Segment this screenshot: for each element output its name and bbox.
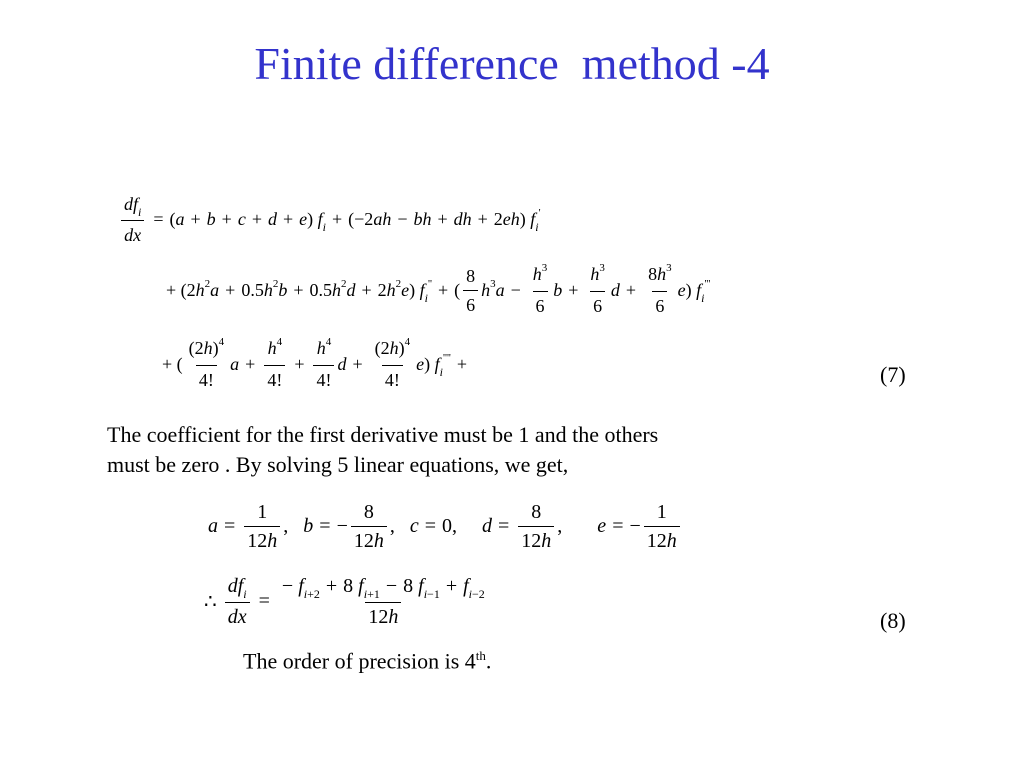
equation-8: ∴ $\frac{df_i}{dx}$ = $\frac{- f_{i+2} + 8 f_{i+1} - 8 f_{i-1} + f_{i-2}}{12h}$ <box>204 574 491 629</box>
fraction-h4-4fact-b: $\frac{h^4}{4!}$ <box>264 336 285 392</box>
order-end: . <box>485 648 492 674</box>
fraction-2h4-4fact-a: $\frac{(2h)^4}{4!}$ <box>188 336 225 390</box>
fraction-h4-4fact-d: $\frac{h^4}{4!}$ <box>313 336 334 392</box>
equation-7-line-3: + ( $\frac{(2h)^4}{4!}$ a + $\frac{h^4}{4!}$ + $\frac{h^4}{4!}$ d + $\frac{(2h)^4}{4!}$ e) $f_i''''$ + <box>162 336 468 390</box>
fraction-2h4-4fact-e: $\frac{(2h)^4}{4!}$ <box>374 336 411 390</box>
explanation-paragraph <box>107 420 867 480</box>
fraction-8h3-6: $\frac{8h^3}{6}$ <box>648 262 672 316</box>
order-of-precision <box>243 648 491 674</box>
fraction-8-12h-b: $\frac{8}{12h}$ <box>351 500 387 553</box>
fraction-dfi-dx: $\frac{df_i}{dx}$ <box>121 192 144 247</box>
equation-7-line-1: $\frac{df_i}{dx}$ = (a + b + c + d + e) $f_i$ + (−2ah − bh + dh + 2eh) $f_i'$ <box>118 192 541 247</box>
fraction-1-12h-e: $\frac{1}{12h}$ <box>644 500 680 553</box>
paragraph-line-2: must be zero . By solving 5 linear equations, we get, <box>107 452 569 477</box>
fraction-8-12h-d: $\frac{8}{12h}$ <box>518 500 554 553</box>
fraction-h3-6-d: $\frac{h^3}{6}$ <box>590 262 605 316</box>
paragraph-line-1: The coefficient for the first derivative must be 1 and the others <box>107 422 659 447</box>
order-superscript: th <box>475 648 486 663</box>
fraction-central-difference: $\frac{- f_{i+2} + 8 f_{i+1} - 8 f_{i-1} + f_{i-2}}{12h}$ <box>281 575 485 628</box>
slide-title: Finite difference method -4 <box>254 38 770 89</box>
equation-7-line-2: + $(2h^2a + 0.5h^2b + 0.5h^2d + 2h^2e)$ $f_i''$ + ( $\frac{8}{6}$ $h^3a$ − $\frac{h^3}{6}$ b + $\frac{h^3}{6}$ d + $\frac{8h^3}{6}$ e) $f_i'''$ <box>166 262 711 316</box>
solution-coefficients: a = $\frac{1}{12h}$ , b = − $\frac{8}{12h}$ , c = 0, d = $\frac{8}{12h}$ , e = − $\frac{1}{12h}$ <box>208 500 683 553</box>
fraction-h3-6-b: $\frac{h^3}{6}$ <box>532 262 548 316</box>
equation-number-8: (8) <box>880 608 906 633</box>
order-text: The order of precision is 4 <box>243 648 476 674</box>
fraction-dfi-dx-final: $\frac{df_i}{dx}$ <box>225 574 250 629</box>
equation-number-7: (7) <box>880 362 906 387</box>
fraction-1-12h: $\frac{1}{12h}$ <box>244 500 280 553</box>
fraction-8-6: $\frac{8}{6}$ <box>463 264 478 317</box>
